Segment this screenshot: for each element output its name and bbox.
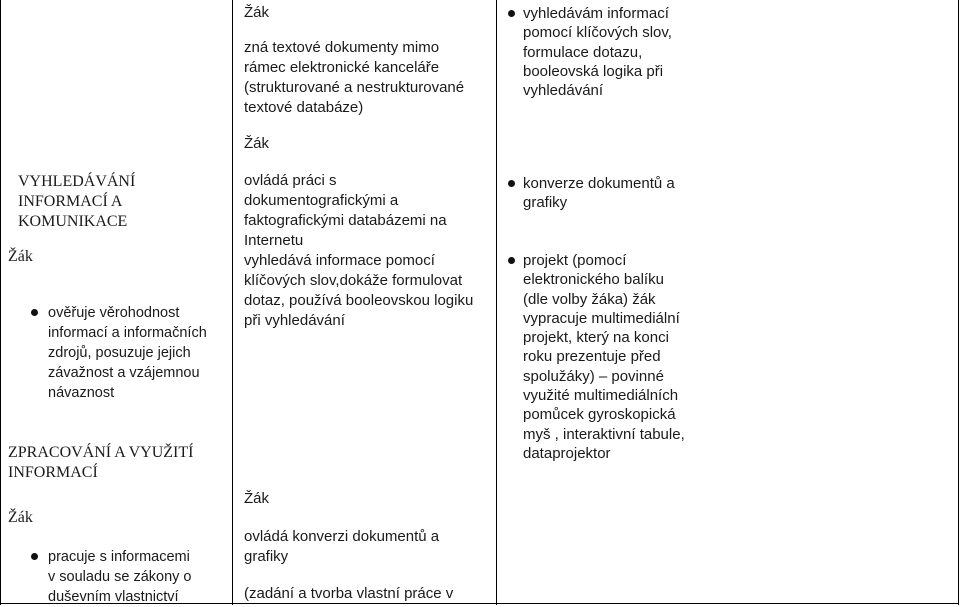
bullet-icon: [508, 10, 515, 17]
bullet-line: roku prezentuje před: [523, 348, 661, 366]
text-line: při vyhledávání: [244, 312, 345, 329]
text-line: (strukturované a nestrukturované: [244, 79, 465, 96]
text-line: vyhledává informace pomocí: [244, 252, 435, 269]
bullet-line: projekt, který na konci: [523, 329, 669, 347]
bullet-line: pracuje s informacemi: [48, 549, 190, 565]
text-line: zná textové dokumenty mimo: [244, 39, 440, 56]
bullet-pracuje: [0, 547, 230, 607]
bullet-icon: [508, 257, 515, 264]
text-line: textové databáze): [244, 99, 364, 116]
bullet-projekt: [523, 251, 743, 463]
text-line: ovládá konverzi dokumentů a: [244, 528, 440, 545]
bullet-line: elektronického balíku: [523, 271, 664, 289]
zak-text: Žák: [244, 490, 270, 507]
zak-text: Žák: [244, 4, 270, 21]
text-line: (zadání a tvorba vlastní práce v: [244, 585, 454, 602]
bullet-line: dataprojektor: [523, 444, 611, 462]
bullet-vyhledavam: [523, 4, 743, 100]
heading-zpracovani: [0, 443, 230, 483]
list-item: [523, 251, 743, 463]
bullet-line: informací a informačních: [48, 325, 207, 341]
bullet-overuje: [0, 303, 230, 403]
list-item: [523, 4, 743, 100]
bullet-konverze: [523, 174, 743, 213]
heading-line: VYHLEDÁVÁNÍ: [18, 173, 136, 190]
table-border-right: [958, 0, 959, 605]
text-line: faktografickými databázemi na: [244, 212, 447, 229]
paragraph-konverze: [244, 527, 484, 567]
zak-label: [244, 489, 484, 509]
zak-text: Žák: [8, 248, 33, 265]
bullet-icon: [508, 180, 515, 187]
bullet-line: v souladu se zákony o: [48, 569, 192, 585]
bullet-line: vypracuje multimediální: [523, 309, 680, 327]
heading-line: ZPRACOVÁNÍ A VYUŽITÍ: [8, 444, 194, 461]
paragraph-zadani: [244, 584, 484, 604]
column-divider-2: [496, 0, 497, 605]
heading-line: INFORMACÍ A: [18, 193, 123, 210]
bullet-line: pomůcek gyroskopická: [523, 406, 676, 424]
list-item: [0, 547, 230, 607]
bullet-line: myš , interaktivní tabule,: [523, 425, 685, 443]
bullet-line: pomocí klíčových slov,: [523, 24, 672, 42]
bullet-line: booleovská logika při: [523, 62, 664, 80]
bullet-line: duševním vlastnictví: [48, 589, 179, 605]
bullet-line: grafiky: [523, 194, 568, 212]
paragraph-zna: [244, 38, 484, 118]
zak-label: [244, 3, 484, 23]
zak-label: [0, 508, 230, 528]
bullet-line: konverze dokumentů a: [523, 175, 675, 192]
text-line: dotaz, používá booleovskou logiku: [244, 292, 474, 309]
text-line: rámec elektronické kanceláře: [244, 59, 440, 76]
text-line: ovládá práci s: [244, 172, 337, 189]
bullet-line: vyhledávám informací: [523, 5, 669, 22]
bullet-line: projekt (pomocí: [523, 252, 627, 269]
text-line: Internetu: [244, 232, 304, 249]
bullet-line: formulace dotazu,: [523, 43, 643, 61]
bullet-line: zdrojů, posuzuje jejich: [48, 345, 191, 361]
bullet-line: vyhledávání: [523, 82, 604, 100]
zak-text: Žák: [244, 135, 270, 152]
bullet-line: (dle volby žáka) žák: [523, 290, 656, 308]
zak-label: [0, 247, 230, 267]
list-item: [0, 303, 230, 403]
bullet-line: ověřuje věrohodnost: [48, 305, 180, 321]
list-item: [523, 174, 743, 213]
column-divider-1: [232, 0, 233, 605]
text-line: klíčových slov,dokáže formulovat: [244, 272, 463, 289]
paragraph-ovlada: [244, 171, 484, 331]
heading-line: KOMUNIKACE: [18, 213, 128, 230]
bullet-line: spolužáky) – povinné: [523, 367, 664, 385]
heading-vyhledavani: [0, 172, 230, 232]
bullet-line: využité multimediálních: [523, 387, 679, 405]
heading-line: INFORMACÍ: [8, 464, 98, 481]
zak-text: Žák: [8, 509, 33, 526]
bullet-line: závažnost a vzájemnou: [48, 365, 200, 381]
bullet-icon: [31, 309, 38, 316]
text-line: grafiky: [244, 548, 289, 565]
zak-label: [244, 134, 484, 154]
bullet-line: návaznost: [48, 385, 115, 401]
bullet-icon: [31, 553, 38, 560]
text-line: dokumentografickými a: [244, 192, 399, 209]
